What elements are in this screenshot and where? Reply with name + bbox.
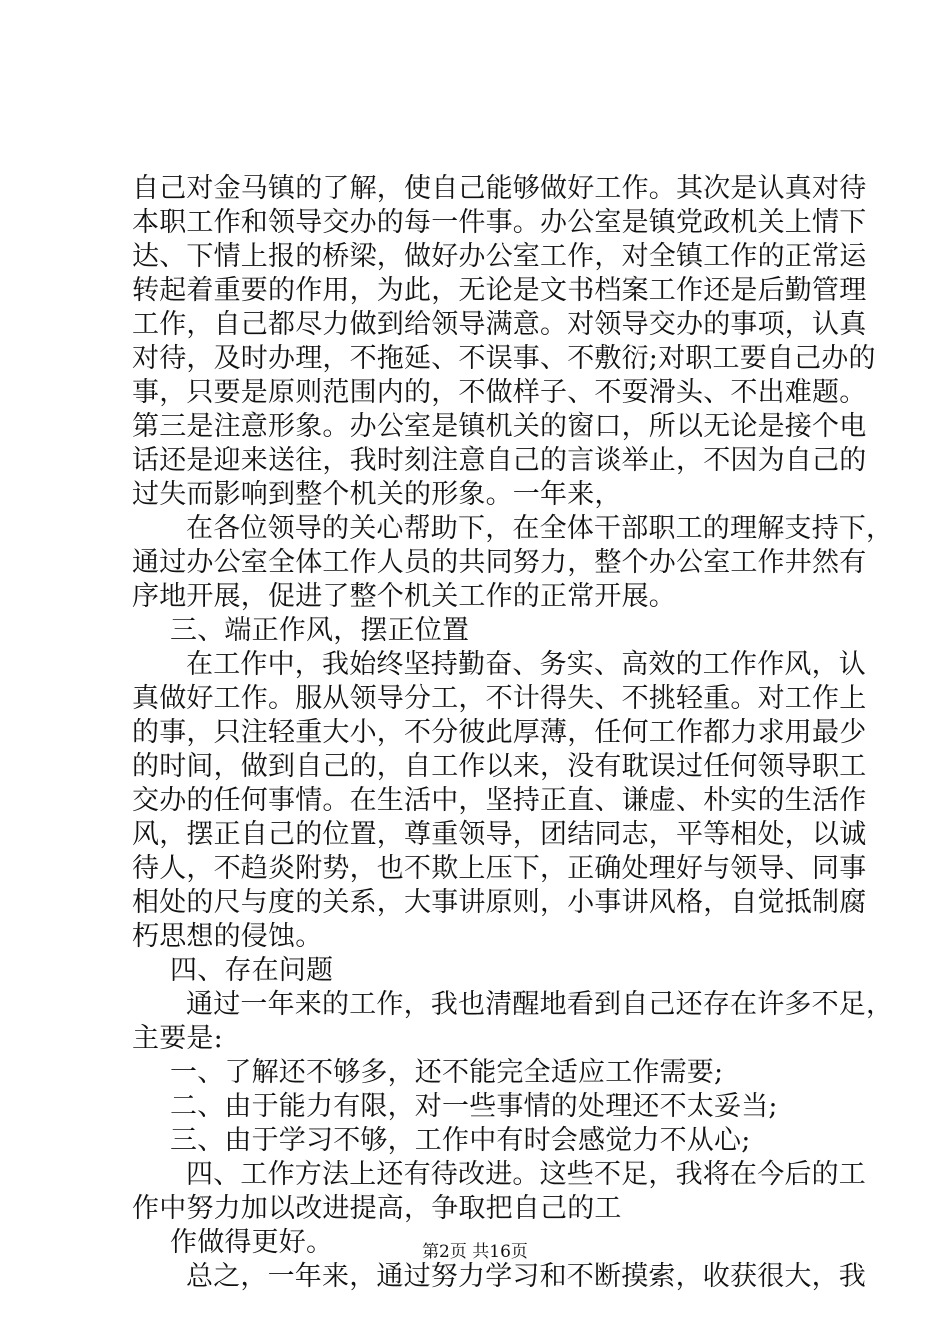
text-line: 通过办公室全体工作人员的共同努力，整个办公室工作井然有 — [132, 547, 867, 578]
text-line: 交办的任何事情。在生活中，坚持正直、谦虚、朴实的生活作 — [132, 785, 867, 816]
text-line: 过失而影响到整个机关的形象。一年来， — [132, 479, 622, 510]
text-line: 事，只要是原则范围内的，不做样子、不耍滑头、不出难题。 — [132, 377, 867, 408]
text-line: 在各位领导的关心帮助下，在全体干部职工的理解支持下， — [186, 513, 894, 544]
text-line: 通过一年来的工作，我也清醒地看到自己还存在许多不足， — [186, 989, 894, 1020]
text-line: 达、下情上报的桥梁，做好办公室工作，对全镇工作的正常运 — [132, 241, 867, 272]
text-line: 总之，一年来，通过努力学习和不断摸索，收获很大，我 — [186, 1261, 866, 1292]
text-line: 真做好工作。服从领导分工，不计得失、不挑轻重。对工作上 — [132, 683, 867, 714]
document-body — [132, 172, 894, 1294]
text-line: 在工作中，我始终坚持勤奋、务实、高效的工作作风，认 — [186, 649, 866, 680]
text-line: 作中努力加以改进提高，争取把自己的工 — [132, 1193, 622, 1224]
text-line: 一、了解还不够多，还不能完全适应工作需要; — [170, 1057, 724, 1088]
text-line: 相处的尺与度的关系，大事讲原则，小事讲风格，自觉抵制腐 — [132, 887, 867, 918]
text-line: 待人，不趋炎附势，也不欺上压下，正确处理好与领导、同事 — [132, 853, 867, 884]
text-line: 四、工作方法上还有待改进。这些不足，我将在今后的工 — [186, 1159, 866, 1190]
text-line: 本职工作和领导交办的每一件事。办公室是镇党政机关上情下 — [132, 207, 867, 238]
text-line: 话还是迎来送往，我时刻注意自己的言谈举止，不因为自己的 — [132, 445, 867, 476]
text-line: 三、由于学习不够，工作中有时会感觉力不从心; — [170, 1125, 751, 1156]
text-line: 序地开展，促进了整个机关工作的正常开展。 — [132, 581, 676, 612]
page-footer: 第2页 共16页 — [422, 1242, 528, 1262]
text-line: 主要是: — [132, 1023, 223, 1054]
text-line: 的时间，做到自己的，自工作以来，没有耽误过任何领导职工 — [132, 751, 867, 782]
text-line: 风，摆正自己的位置，尊重领导，团结同志，平等相处，以诚 — [132, 819, 867, 850]
text-line: 自己对金马镇的了解，使自己能够做好工作。其次是认真对待 — [132, 173, 867, 204]
text-line: 作做得更好。 — [170, 1227, 334, 1258]
text-line: 四、存在问题 — [170, 955, 334, 986]
text-line: 转起着重要的作用，为此，无论是文书档案工作还是后勤管理 — [132, 275, 867, 306]
text-line: 三、端正作风，摆正位置 — [170, 615, 470, 646]
text-line: 的事，只注轻重大小，不分彼此厚薄，任何工作都力求用最少 — [132, 717, 867, 748]
text-line: 工作，自己都尽力做到给领导满意。对领导交办的事项，认真 — [132, 309, 867, 340]
text-line: 朽思想的侵蚀。 — [132, 921, 323, 952]
text-line: 二、由于能力有限，对一些事情的处理还不太妥当; — [170, 1091, 778, 1122]
text-line: 第三是注意形象。办公室是镇机关的窗口，所以无论是接个电 — [132, 411, 867, 442]
text-line: 对待，及时办理，不拖延、不误事、不敷衍;对职工要自己办的 — [132, 343, 876, 374]
